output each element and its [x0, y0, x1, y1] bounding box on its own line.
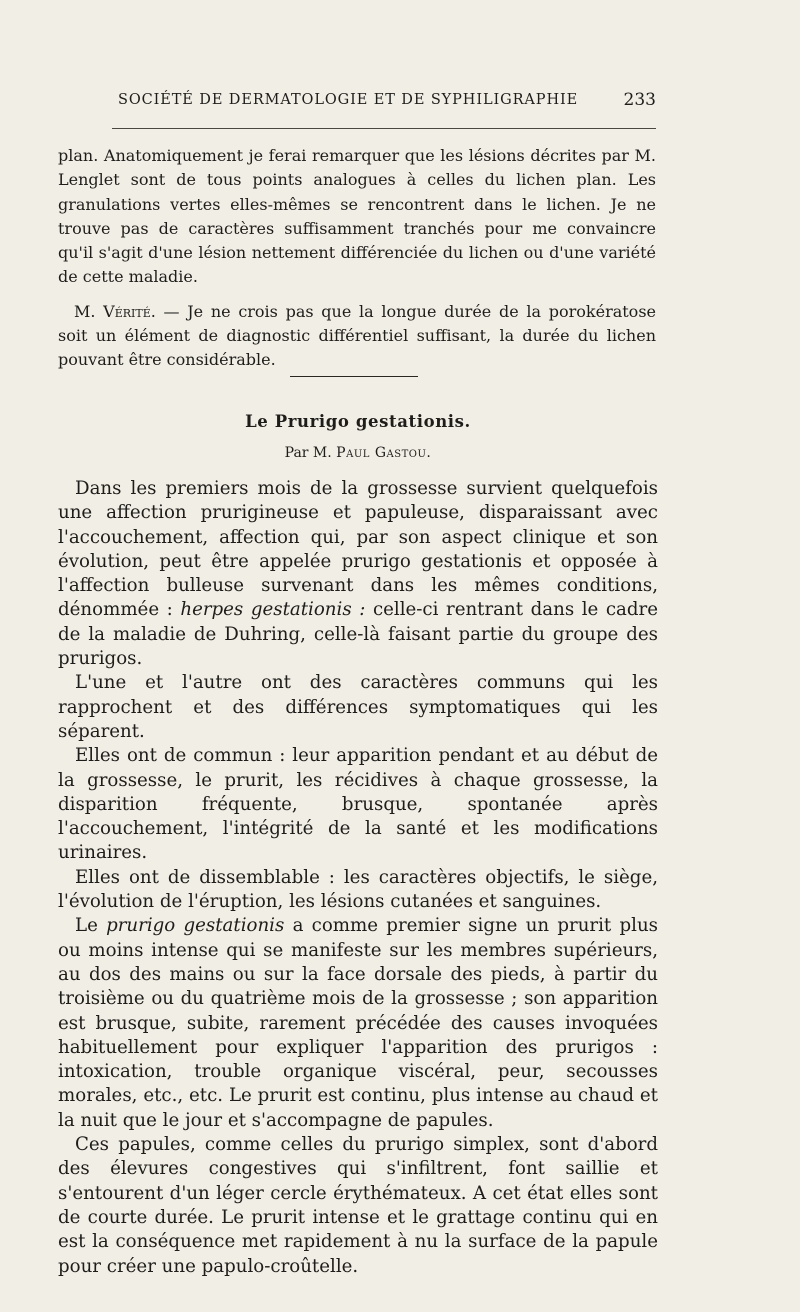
body-paragraph-6: Ces papules, comme celles du prurigo simplex, sont d'abord des élevures congestives qui s'infiltrent, font saillie et s'entourent d'un léger cercle érythémateux. A cet état elles sont de courte durée. Le prurit intense et le grattage continu qui en est la conséquence met rapidement à nu la surface de la papule pour créer une papulo-croûtelle. — [58, 1134, 658, 1277]
running-head-title: SOCIÉTÉ DE DERMATOLOGIE ET DE SYPHILIGRAPHIE — [118, 92, 579, 108]
byline — [0, 445, 716, 461]
discussion-paragraph-2-text: Je ne crois pas que la longue durée de la porokératose soit un élément de diagnostic différentiel suffisant, la durée du lichen pouvant être considérable. — [58, 301, 656, 370]
byline-prefix: Par M. — [284, 445, 337, 461]
body-paragraph-2: L'une et l'autre ont des caractères communs qui les rapprochent et des différences symptomatiques qui les séparent. — [58, 672, 658, 742]
header-rule — [112, 128, 656, 129]
author-name: Paul Gastou. — [336, 445, 432, 461]
body-paragraph-1-text-b: celle-ci rentrant dans le cadre de la maladie de Duhring, celle-là faisant partie du groupe des prurigos. — [58, 599, 658, 670]
page-number: 233 — [623, 90, 656, 110]
body-paragraph-1-text-a: Dans les premiers mois de la grossesse survient quelquefois une affection prurigineuse et papuleuse, disparaissant avec l'accouchement, affection qui, par son aspect clinique et son évolution, peut être appelée prurigo gestationis et opposée à l'affection bulleuse survenant dans les mêmes conditions, dénommée : — [58, 478, 658, 621]
discussion-section — [58, 144, 656, 373]
body-paragraph-5 — [58, 914, 658, 1133]
article-body — [58, 477, 658, 1279]
speaker-name: M. Vérité. — — [74, 301, 180, 321]
herpes-gestationis-term: herpes gestationis : — [180, 599, 366, 621]
discussion-paragraph-1: plan. Anatomiquement je ferai remarquer que les lésions décrites par M. Lenglet sont de tous points analogues à celles du lichen plan. Les granulations vertes elles-mêmes se rencontrent dans le lichen. Je ne trouve pas de caractères suffisamment tranchés pour me convaincre qu'il s'agit d'une lésion nettement différenciée du lichen ou d'une variété de cette maladie. — [58, 146, 656, 287]
body-paragraph-5-text-a: Le — [75, 915, 107, 937]
discussion-paragraph-2 — [58, 300, 656, 373]
body-paragraph-5-text-b: a comme premier signe un prurit plus ou moins intense qui se manifeste sur les membres supérieurs, au dos des mains ou sur la face dorsale des pieds, à partir du troisième ou du quatrième mois de la grossesse ; son apparition est brusque, subite, rarement précédée des causes invoquées habituellement pour expliquer l'apparition des prurigos : intoxication, trouble organique viscéral, peur, secousses morales, etc., etc. Le prurit est continu, plus intense au chaud et la nuit que le jour et s'accompagne de papules. — [58, 915, 658, 1131]
body-paragraph-3: Elles ont de commun : leur apparition pendant et au début de la grossesse, le prurit, les récidives à chaque grossesse, la disparition fréquente, brusque, spontanée après l'accouchement, l'intégrité de la santé et les modifications urinaires. — [58, 745, 658, 864]
body-paragraph-1 — [58, 477, 658, 671]
body-paragraph-4: Elles ont de dissemblable : les caractères objectifs, le siège, l'évolution de l'éruption, les lésions cutanées et sanguines. — [58, 866, 658, 913]
prurigo-gestationis-term: prurigo gestationis — [106, 915, 285, 937]
section-separator — [290, 376, 418, 377]
article-title: Le Prurigo gestationis. — [245, 412, 471, 431]
